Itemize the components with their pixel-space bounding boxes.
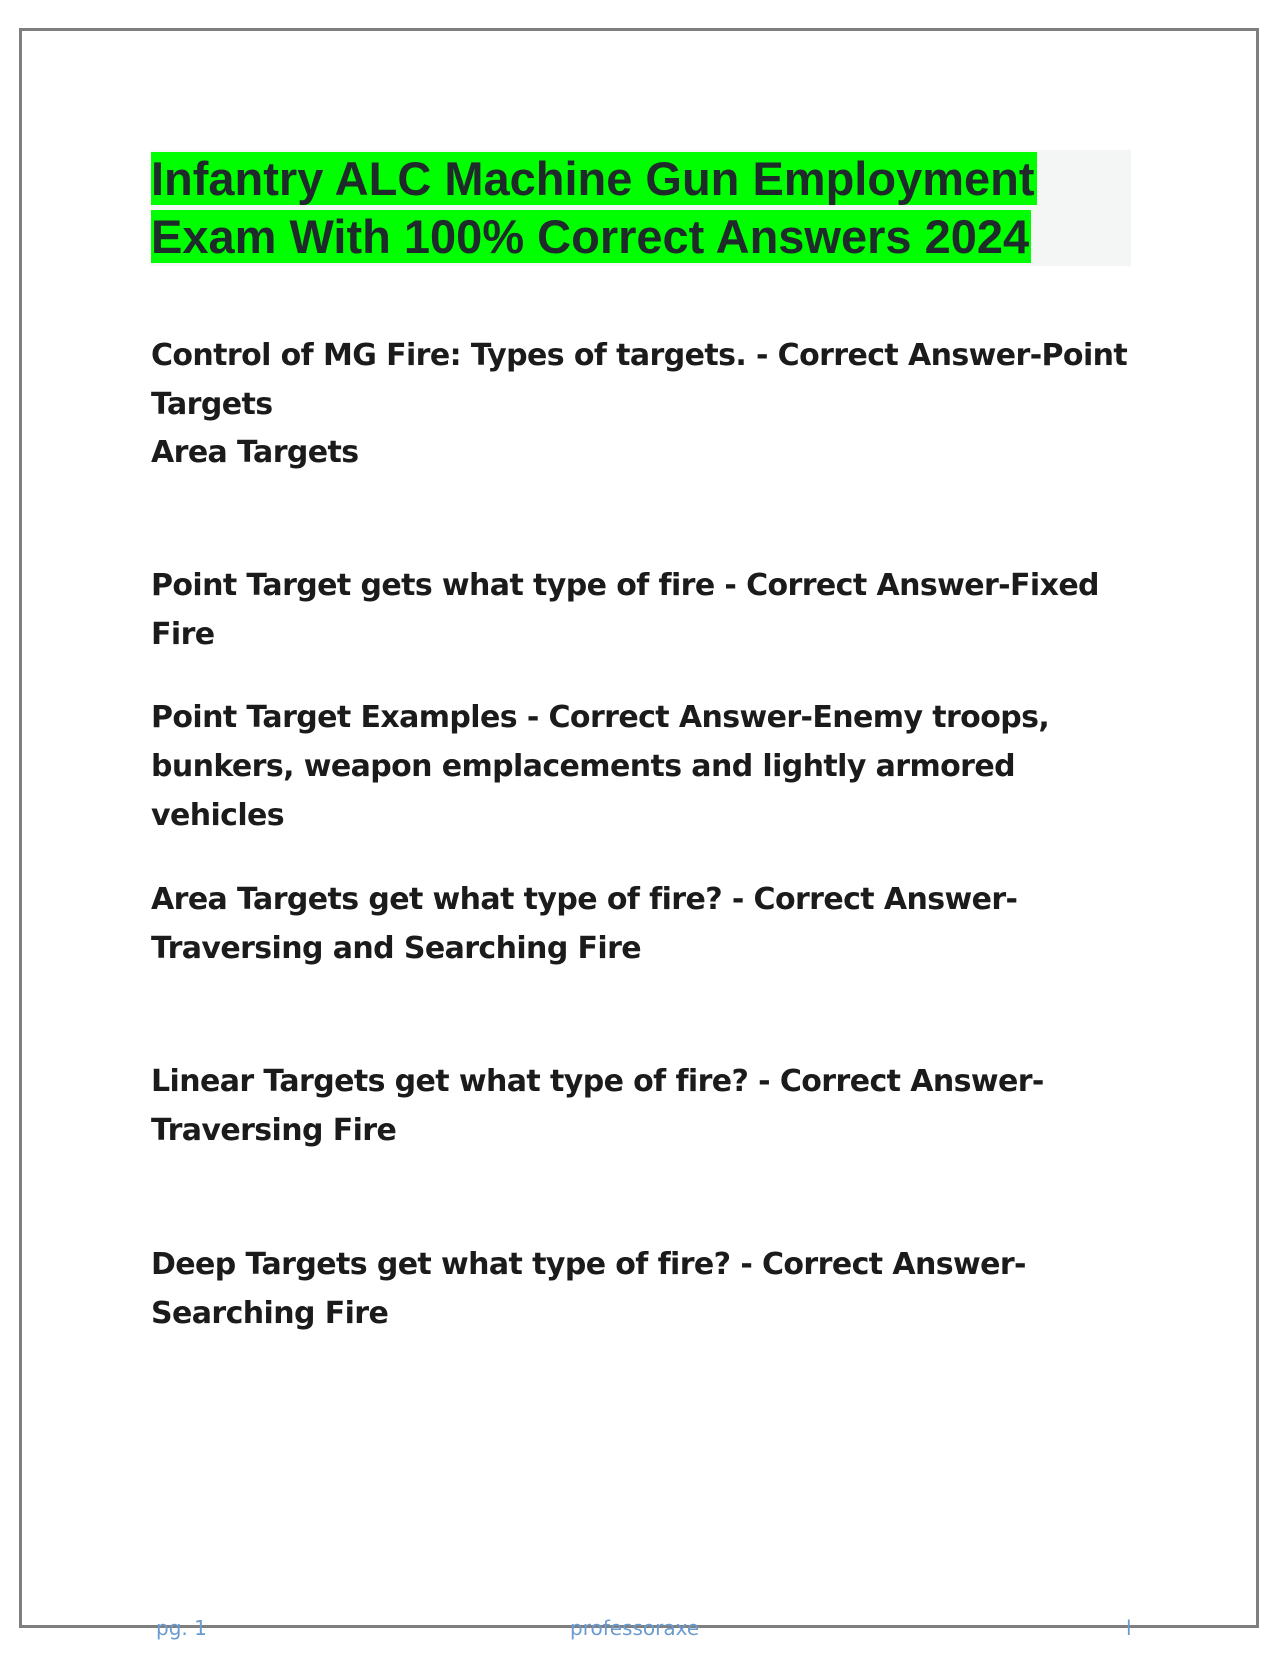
qa-entry: Deep Targets get what type of fire? - Correct Answer-Searching Fire <box>151 1247 1026 1331</box>
footer-page-number: pg. 1 <box>156 1616 207 1640</box>
title-block <box>151 150 1131 266</box>
title-highlight: Infantry ALC Machine Gun Employment Exam With 100% Correct Answers 2024 <box>151 152 1035 263</box>
qa-entry: Point Target gets what type of fire - Correct Answer-Fixed Fire <box>151 568 1099 652</box>
qa-entry: Area Targets get what type of fire? - Correct Answer-Traversing and Searching Fire <box>151 882 1018 966</box>
footer-author: professoraxe <box>570 1616 700 1640</box>
footer-mark: l <box>1126 1616 1132 1640</box>
qa-entry: Area Targets <box>151 435 359 470</box>
qa-entry: Linear Targets get what type of fire? - Correct Answer-Traversing Fire <box>151 1064 1044 1148</box>
document-title <box>151 150 1131 266</box>
qa-entry: Point Target Examples - Correct Answer-Enemy troops, bunkers, weapon emplacements and lightly armored vehicles <box>151 700 1050 833</box>
qa-entry: Control of MG Fire: Types of targets. - Correct Answer-Point Targets <box>151 338 1128 422</box>
